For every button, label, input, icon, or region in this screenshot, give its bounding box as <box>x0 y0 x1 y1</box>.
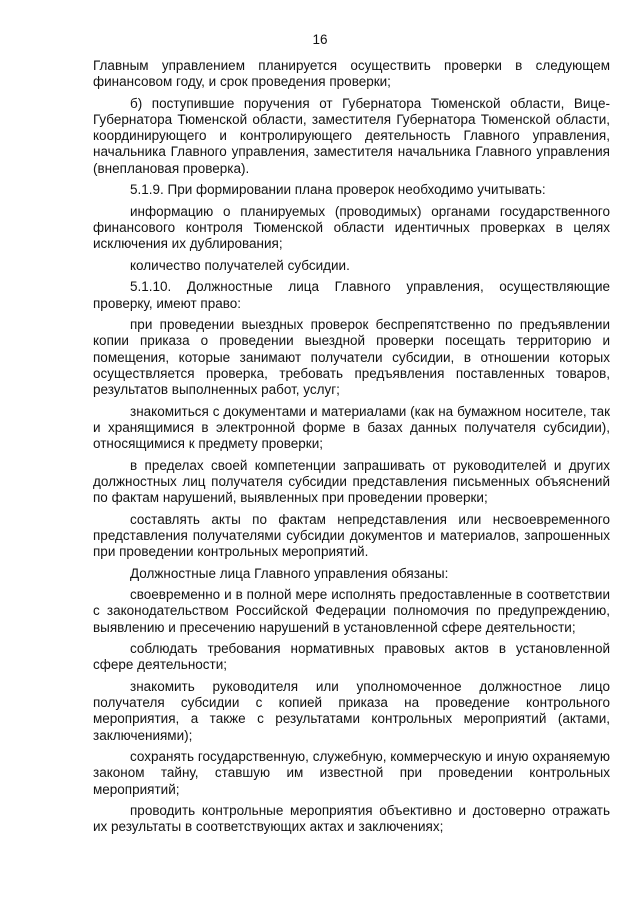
paragraph-duty-secrecy: сохранять государственную, служебную, коммерческую и иную охраняемую законом тайну, ставшую им известной при проведении контрольных мероприятий; <box>93 749 610 797</box>
document-body <box>93 58 610 841</box>
paragraph-clause-5-1-10: 5.1.10. Должностные лица Главного управления, осуществляющие проверку, имеют право: <box>93 279 610 311</box>
paragraph-right-explanations: в пределах своей компетенции запрашивать от руководителей и других должностных лиц получателя субсидии представления письменных объяснений по фактам нарушений, выявленных при проведении проверки; <box>93 457 610 505</box>
paragraph-duty-familiarize: знакомить руководителя или уполномоченное должностное лицо получателя субсидии с копией приказа на проведение контрольного мероприятия, а также с результатами контрольных мероприятий (актами, заключениями); <box>93 678 610 743</box>
paragraph-duty-powers: своевременно и в полной мере исполнять предоставленные в соответствии с законодательством Российской Федерации полномочия по предупреждению, выявлению и пресечению нарушений в установленной сфере деятельности; <box>93 587 610 635</box>
paragraph-item-b: б) поступившие поручения от Губернатора Тюменской области, Вице-Губернатора Тюменской области, заместителя Губернатора Тюменской области, координирующего и контролирующего деятельность Главного управления, начальника Главного управления, заместителя начальника Главного управления (внеплановая проверка). <box>93 95 610 176</box>
paragraph-duplication-info: информацию о планируемых (проводимых) органами государственного финансового контроля Тюменской области идентичных проверках в целях исключения их дублирования; <box>93 203 610 252</box>
paragraph-duty-compliance: соблюдать требования нормативных правовых актов в установленной сфере деятельности; <box>93 641 610 673</box>
paragraph-obligations-heading: Должностные лица Главного управления обязаны: <box>130 565 449 581</box>
paragraph-clause-5-1-9: 5.1.9. При формировании плана проверок необходимо учитывать: <box>130 182 546 198</box>
page-number: 16 <box>312 32 328 47</box>
paragraph-continuation: Главным управлением планируется осуществить проверки в следующем финансовом году, и срок проведения проверки; <box>93 58 610 90</box>
paragraph-right-acts: составлять акты по фактам непредставления или несвоевременного представления получателями субсидии документов и материалов, запрошенных при проведении контрольных мероприятий. <box>93 511 610 559</box>
paragraph-recipients-count: количество получателей субсидии. <box>130 257 350 273</box>
paragraph-duty-objectivity: проводить контрольные мероприятия объективно и достоверно отражать их результаты в соответствующих актах и заключениях; <box>93 803 610 835</box>
paragraph-right-site-visits: при проведении выездных проверок беспрепятственно по предъявлении копии приказа о проведении выездной проверки посещать территорию и помещения, которые занимают получатели субсидии, в отношении которых осуществляется проверка, требовать предъявления поставленных товаров, результатов выполненных работ, услуг; <box>93 317 610 397</box>
paragraph-right-documents: знакомиться с документами и материалами (как на бумажном носителе, так и хранящимися в электронной форме в базах данных получателя субсидии), относящимися к предмету проверки; <box>93 403 610 451</box>
